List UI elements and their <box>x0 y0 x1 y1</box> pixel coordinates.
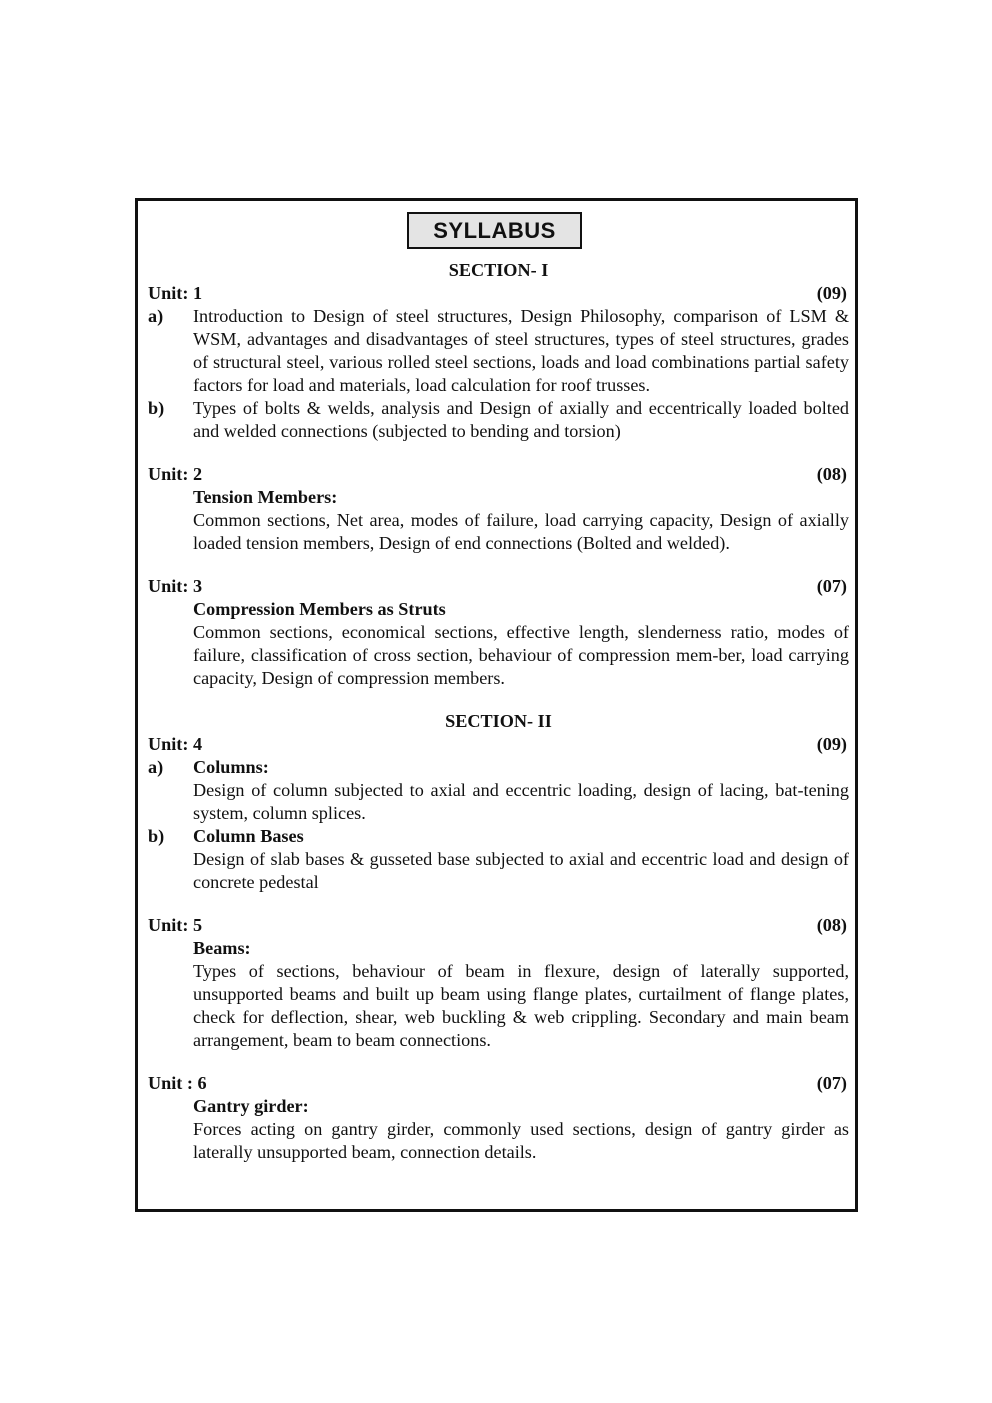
unit-2-heading: Tension Members: <box>193 487 338 507</box>
unit-1-item-a <box>148 305 849 397</box>
unit-6-text: Forces acting on gantry girder, commonly used sections, design of gantry girder as laterally unsupported beam, connection details. <box>193 1119 849 1162</box>
unit-3-label: Unit: 3 <box>148 576 203 596</box>
unit-5-label: Unit: 5 <box>148 915 203 935</box>
unit-5-header <box>148 914 849 937</box>
unit-1-label: Unit: 1 <box>148 283 203 303</box>
unit-1-header <box>148 282 849 305</box>
unit-5-hours: (08) <box>816 915 847 935</box>
item-label: a) <box>148 306 164 326</box>
item-label: b) <box>148 826 165 846</box>
unit-4-hours: (09) <box>816 734 847 754</box>
unit-6-header <box>148 1072 849 1095</box>
unit-1-item-b <box>148 397 849 443</box>
unit-2-body <box>148 486 849 555</box>
unit-4-a-heading: Columns: <box>193 757 269 777</box>
unit-3-body <box>148 598 849 690</box>
unit-3-heading: Compression Members as Struts <box>193 599 446 619</box>
unit-5-heading: Beams: <box>193 938 251 958</box>
unit-3-header <box>148 575 849 598</box>
unit-3-hours: (07) <box>816 576 847 596</box>
syllabus-title: SYLLABUS <box>407 212 582 249</box>
unit-4-b-text: Design of slab bases & gusseted base subjected to axial and eccentric load and design of concrete pedestal <box>193 849 849 892</box>
section-heading-1: SECTION- I <box>448 260 549 280</box>
unit-4-a-text: Design of column subjected to axial and eccentric loading, design of lacing, bat-tening system, column splices. <box>193 780 849 823</box>
unit-2-text: Common sections, Net area, modes of failure, load carrying capacity, Design of axially loaded tension members, Design of end connections (Bolted and welded). <box>193 510 849 553</box>
unit-4-b-heading: Column Bases <box>193 826 304 846</box>
syllabus-frame <box>135 198 858 1212</box>
unit-6-heading: Gantry girder: <box>193 1096 309 1116</box>
item-label: b) <box>148 398 165 418</box>
item-text: Types of bolts & welds, analysis and Design of axially and eccentrically loaded bolted and welded connections (subjected to bending and torsion) <box>193 398 849 441</box>
unit-2-hours: (08) <box>816 464 847 484</box>
unit-4-label: Unit: 4 <box>148 734 203 754</box>
item-label: a) <box>148 757 164 777</box>
unit-4-item-a <box>148 756 849 825</box>
unit-6-body <box>148 1095 849 1164</box>
item-text: Introduction to Design of steel structures, Design Philosophy, comparison of LSM & WSM, advantages and disadvantages of steel structures, types of steel structures, grades of structural steel, various rolled steel sections, loads and load combinations partial safety factors for load and materials, load calculation for roof trusses. <box>193 306 849 395</box>
syllabus-content <box>148 259 849 1164</box>
unit-5-text: Types of sections, behaviour of beam in flexure, design of laterally supported, unsupported beams and built up beam using flange plates, curtailment of flange plates, check for deflection, shear, web buckling & web crippling. Secondary and main beam arrangement, beam to beam connections. <box>193 961 849 1050</box>
unit-6-label: Unit : 6 <box>148 1073 207 1093</box>
unit-4-item-b <box>148 825 849 894</box>
unit-5-body <box>148 937 849 1052</box>
unit-2-header <box>148 463 849 486</box>
unit-6-hours: (07) <box>816 1073 847 1093</box>
unit-2-label: Unit: 2 <box>148 464 203 484</box>
unit-1-hours: (09) <box>816 283 847 303</box>
section-heading-2: SECTION- II <box>445 711 552 731</box>
unit-3-text: Common sections, economical sections, effective length, slenderness ratio, modes of failure, classification of cross section, behaviour of compression mem-ber, load carrying capacity, Design of compression members. <box>193 622 849 688</box>
unit-4-header <box>148 733 849 756</box>
